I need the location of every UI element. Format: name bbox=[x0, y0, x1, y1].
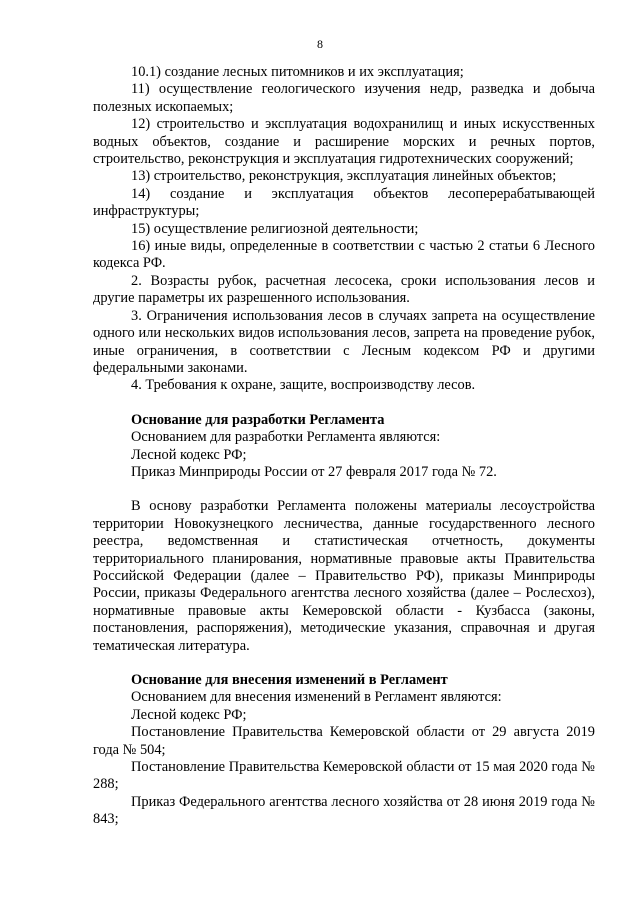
section-spacer bbox=[93, 395, 595, 412]
section-heading-changes: Основание для внесения изменений в Регламент bbox=[131, 672, 448, 688]
list-item: Приказ Федерального агентства лесного хозяйства от 28 июня 2019 года № 843; bbox=[93, 793, 595, 828]
list-item: 2. Возрасты рубок, расчетная лесосека, сроки использования лесов и другие параметры их разрешенного использования. bbox=[93, 272, 595, 307]
page-number: 8 bbox=[317, 37, 323, 51]
list-item: Постановление Правительства Кемеровской области от 15 мая 2020 года № 288; bbox=[93, 759, 595, 793]
page-content bbox=[93, 64, 595, 829]
body-paragraph: В основу разработки Регламента положены материалы лесоустройства территории Новокузнецкого лесничества, данные государственного лесного реестра, ведомственная и статистическая отчетность, документы территориального планирования, нормативные правовые акты Правительства Российской Федерации (далее – Правительство РФ), приказы Минприроды России, приказы Федерального агентства лесного хозяйства (далее – Рослесхоз), нормативные правовые акты Кемеровской области - Кузбасса (законы, постановления, распоряжения), методические указания, справочная и другая тематическая литература. bbox=[93, 498, 595, 654]
list-item: 4. Требования к охране, защите, воспроизводству лесов. bbox=[131, 377, 476, 394]
section-spacer bbox=[93, 655, 595, 672]
list-item: Постановление Правительства Кемеровской области от 29 августа 2019 года № 504; bbox=[93, 724, 595, 758]
section-spacer bbox=[93, 481, 595, 498]
section-heading-basis: Основание для разработки Регламента bbox=[131, 411, 385, 428]
section-intro: Основанием для внесения изменений в Регламент являются: bbox=[131, 689, 502, 706]
list-item: 14) создание и эксплуатация объектов лесоперерабатывающей инфраструктуры; bbox=[93, 185, 595, 220]
list-item: 3. Ограничения использования лесов в случаях запрета на осуществление одного или нескольких видов использования лесов, запрета на проведение рубок, иные ограничения, в соответствии с Лесным кодексом РФ и другими федеральными законами. bbox=[93, 307, 595, 376]
list-item: 15) осуществление религиозной деятельности; bbox=[131, 220, 419, 237]
list-item: Лесной кодекс РФ; bbox=[131, 446, 247, 463]
list-item: 11) осуществление геологического изучения недр, разведка и добыча полезных ископаемых; bbox=[93, 81, 595, 115]
list-item: 12) строительство и эксплуатация водохранилищ и иных искусственных водных объектов, создание и расширение морских и речных портов, строительство, реконструкция и эксплуатация гидротехнических сооружений; bbox=[93, 116, 595, 168]
list-item: 13) строительство, реконструкция, эксплуатация линейных объектов; bbox=[131, 168, 557, 185]
list-item: 10.1) создание лесных питомников и их эксплуатация; bbox=[131, 64, 464, 80]
list-item: 16) иные виды, определенные в соответствии с частью 2 статьи 6 Лесного кодекса РФ. bbox=[93, 238, 595, 272]
list-item: Лесной кодекс РФ; bbox=[131, 706, 247, 723]
section-intro: Основанием для разработки Регламента являются: bbox=[131, 429, 441, 446]
list-item: Приказ Минприроды России от 27 февраля 2017 года № 72. bbox=[131, 463, 497, 480]
